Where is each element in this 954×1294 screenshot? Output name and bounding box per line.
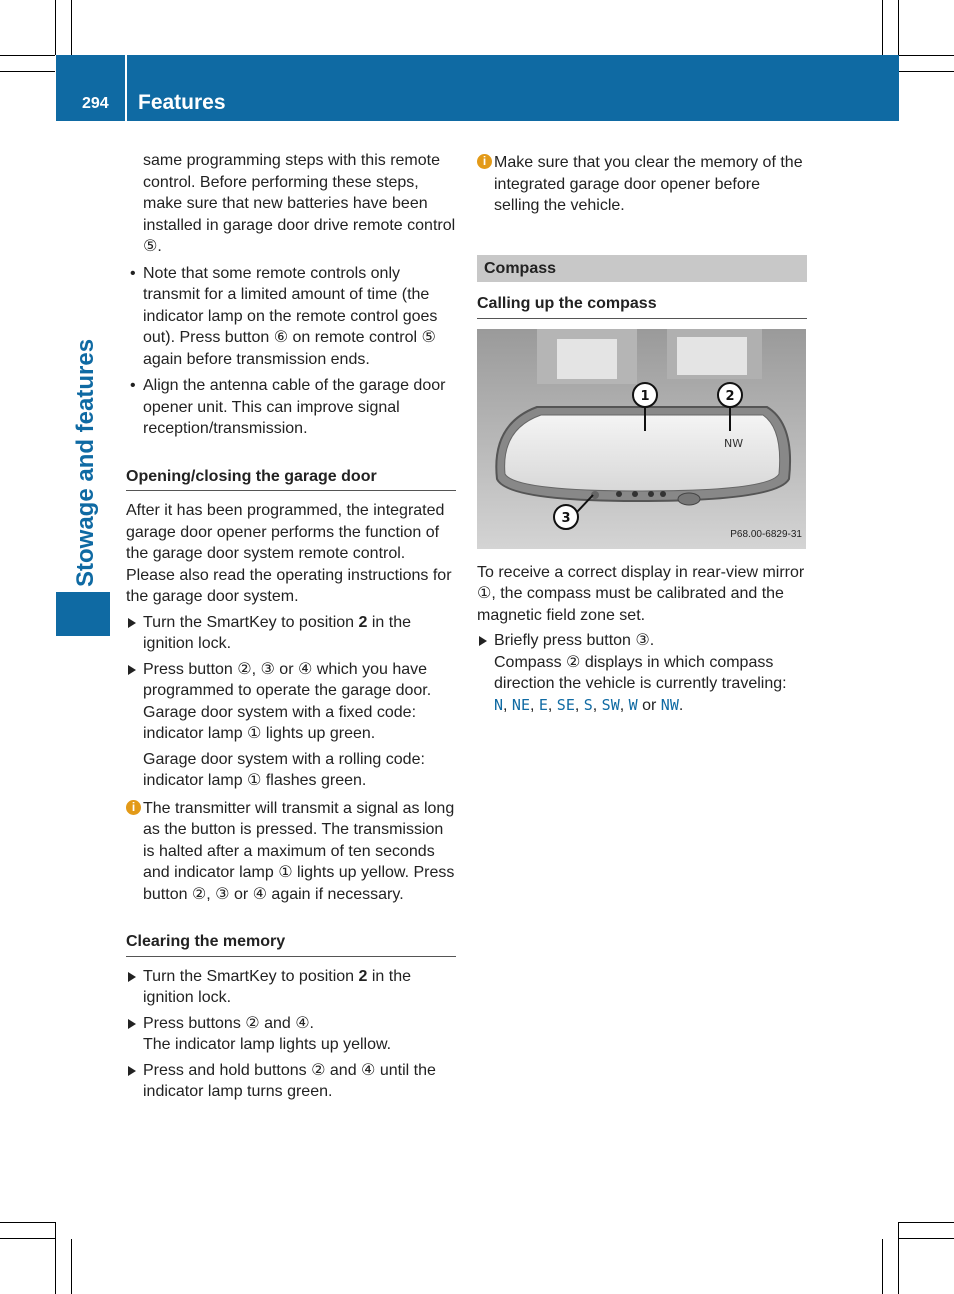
step-position: 2 — [358, 967, 368, 985]
page-header — [56, 55, 899, 121]
step-text: Press buttons ② and ④. — [143, 1014, 314, 1032]
crop-mark — [899, 71, 954, 72]
crop-mark — [55, 1222, 56, 1294]
info-icon: i — [477, 154, 492, 169]
arrow-icon — [128, 1019, 136, 1029]
mirror-illustration — [477, 329, 806, 549]
direction-w: W — [628, 695, 638, 714]
crop-mark — [899, 1222, 954, 1223]
section-heading: Opening/closing the garage door — [126, 466, 456, 492]
instruction-step — [126, 1013, 456, 1056]
crop-mark — [55, 0, 56, 55]
crop-mark — [898, 1222, 899, 1294]
instruction-step — [126, 1060, 456, 1103]
arrow-icon — [128, 665, 136, 675]
instruction-step — [126, 659, 456, 745]
crop-mark — [71, 0, 72, 55]
direction-nw: NW — [660, 695, 679, 714]
step-note: Compass ② displays in which compass direction the vehicle is currently traveling: — [494, 653, 787, 692]
section-heading: Calling up the compass — [477, 293, 807, 319]
arrow-icon — [128, 972, 136, 982]
step-position: 2 — [358, 613, 368, 631]
callout-2: 2 — [725, 388, 735, 404]
right-column — [477, 150, 807, 716]
instruction-step — [126, 966, 456, 1009]
header-divider — [125, 55, 127, 121]
section-title: Features — [138, 91, 226, 114]
direction-sw: SW — [601, 695, 620, 714]
page-number: 294 — [82, 95, 109, 112]
callout-1: 1 — [640, 388, 650, 404]
crop-mark — [71, 1239, 72, 1294]
info-text: Make sure that you clear the memory of the integrated garage door opener before selling the vehicle. — [494, 154, 803, 214]
crop-mark — [0, 1222, 55, 1223]
info-note — [477, 152, 807, 217]
direction-ne: NE — [511, 695, 530, 714]
compass-section-bar: Compass — [477, 255, 807, 283]
crop-mark — [882, 0, 883, 55]
info-text: The transmitter will transmit a signal as long as the button is pressed. The transmission is halted after a maximum of ten seconds and indicator lamp ① lights up yellow. Press button ②, ③ or ④ again if necessary. — [143, 799, 455, 903]
compass-display-text: NW — [724, 436, 744, 450]
info-note — [126, 798, 456, 906]
side-tab-label: Stowage and features — [72, 338, 99, 587]
opening-paragraph: After it has been programmed, the integrated garage door opener performs the function of the garage door system remote control. Please also read the operating instructions for the garage door system. — [126, 502, 452, 605]
list-item — [126, 375, 456, 440]
direction-e: E — [538, 695, 548, 714]
left-column — [126, 150, 456, 1103]
crop-mark — [882, 1239, 883, 1294]
callout-3: 3 — [561, 510, 571, 526]
step-text: Turn the SmartKey to position — [143, 967, 359, 985]
bullet-icon: • — [130, 264, 136, 282]
instruction-step — [126, 612, 456, 655]
bullet-icon: • — [130, 377, 136, 394]
calibration-paragraph: To receive a correct display in rear-view mirror ①, the compass must be calibrated and the magnetic field zone set. — [477, 563, 805, 624]
arrow-icon — [479, 636, 487, 646]
arrow-icon — [128, 1066, 136, 1076]
crop-mark — [0, 55, 55, 56]
intro-paragraph: same programming steps with this remote control. Before performing these steps, make sure that new batteries have been installed in garage door drive remote control ⑤. — [143, 152, 456, 255]
direction-se: SE — [556, 695, 575, 714]
step-text: in the ignition lock. — [143, 613, 412, 652]
bullet-text: Align the antenna cable of the garage door opener unit. This can improve signal reception/transmission. — [143, 377, 446, 437]
direction-n: N — [494, 695, 504, 714]
step-note: Garage door system with a rolling code: indicator lamp ① flashes green. — [143, 750, 425, 789]
crop-mark — [899, 1238, 954, 1239]
crop-mark — [0, 1238, 55, 1239]
info-icon: i — [126, 800, 141, 815]
direction-s: S — [583, 695, 593, 714]
arrow-icon — [128, 618, 136, 628]
rearview-mirror-figure — [477, 329, 806, 549]
step-text: Press and hold buttons ② and ④ until the indicator lamp turns green. — [143, 1061, 436, 1100]
step-text: Press button ②, ③ or ④ which you have programmed to operate the garage door. Garage door system with a fixed code: indicator lamp ① lights up green. — [143, 660, 432, 742]
side-tab-block — [56, 592, 110, 636]
crop-mark — [0, 71, 55, 72]
step-note: The indicator lamp lights up yellow. — [143, 1036, 392, 1053]
instruction-step: Briefly press button ③. Compass ② displays in which compass direction the vehicle is currently traveling: N, NE, E, SE, S, SW, W or NW. — [477, 630, 807, 716]
crop-mark — [898, 0, 899, 55]
step-text: Briefly press button ③. — [494, 632, 655, 649]
section-heading: Clearing the memory — [126, 931, 456, 957]
step-text: Turn the SmartKey to position — [143, 613, 359, 631]
crop-mark — [899, 55, 954, 56]
list-item — [126, 263, 456, 371]
figure-code: P68.00-6829-31 — [730, 529, 802, 540]
direction-or: or — [642, 696, 657, 714]
step-text: in the ignition lock. — [143, 967, 412, 1006]
bullet-text: Note that some remote controls only transmit for a limited amount of time (the indicator lamp on the remote control goes out). Press button ⑥ on remote control ⑤ again before transmission ends. — [143, 264, 438, 368]
